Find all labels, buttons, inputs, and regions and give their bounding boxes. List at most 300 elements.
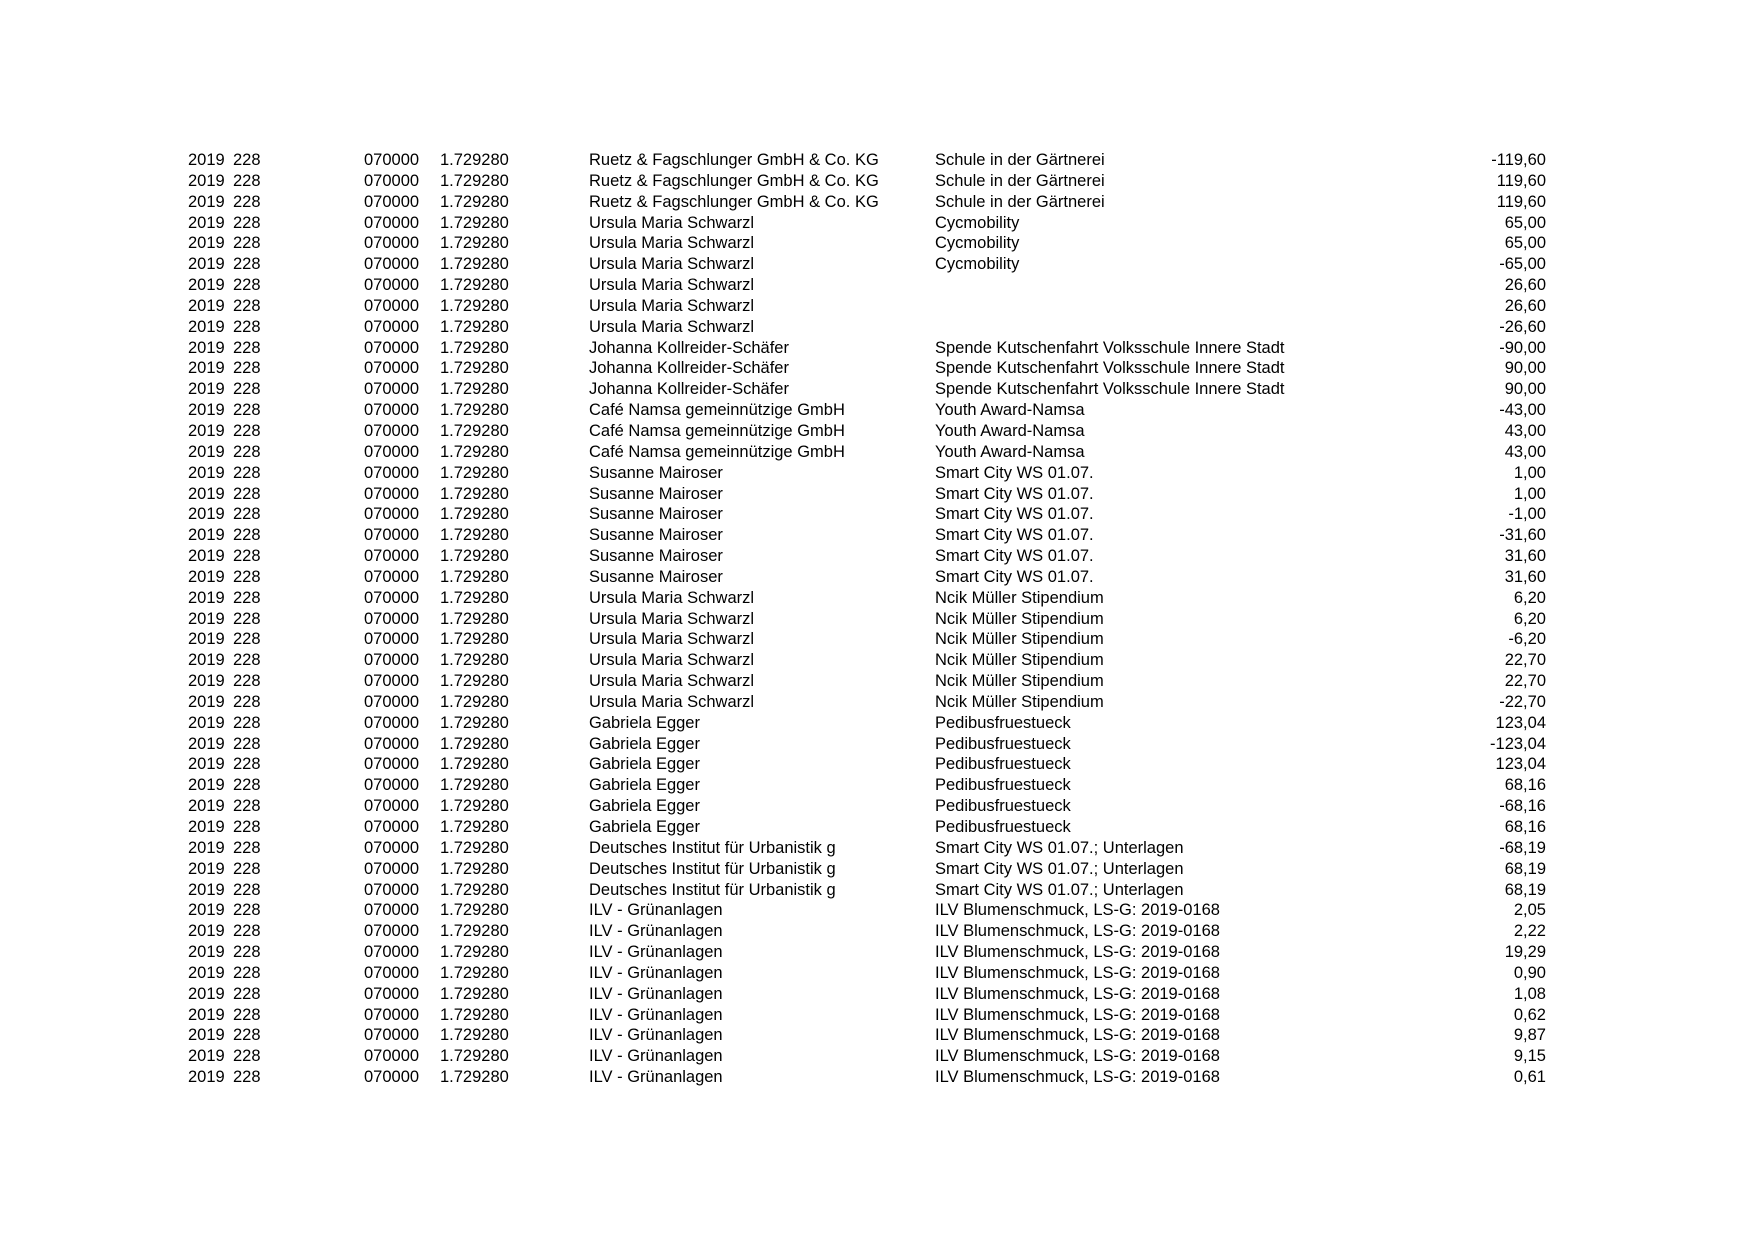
position-cell: 228 [233, 171, 261, 190]
reference-cell: 1.729280 [440, 296, 509, 315]
year-cell: 2019 [188, 213, 225, 232]
account-cell: 070000 [364, 880, 420, 899]
account-cell: 070000 [364, 380, 420, 399]
reference-cell: 1.729280 [440, 1068, 509, 1087]
year-cell: 2019 [188, 1068, 225, 1087]
account-cell: 070000 [364, 359, 420, 378]
position-cell: 228 [233, 609, 261, 628]
description-cell: Smart City WS 01.07. [935, 547, 1094, 566]
table-row [0, 213, 1754, 234]
year-cell: 2019 [188, 317, 225, 336]
year-cell: 2019 [188, 359, 225, 378]
amount-cell: -68,16 [1499, 797, 1546, 816]
account-cell: 070000 [364, 192, 420, 211]
description-cell: Ncik Müller Stipendium [935, 588, 1104, 607]
table-row [0, 838, 1754, 859]
amount-cell: -119,60 [1491, 151, 1546, 169]
recipient-cell: Gabriela Egger [589, 713, 700, 732]
position-cell: 228 [233, 255, 261, 274]
position-cell: 228 [233, 901, 261, 920]
reference-cell: 1.729280 [440, 442, 509, 461]
position-cell: 228 [233, 234, 261, 253]
account-cell: 070000 [364, 651, 420, 670]
table-row [0, 463, 1754, 484]
position-cell: 228 [233, 880, 261, 899]
recipient-cell: Ursula Maria Schwarzl [589, 630, 755, 649]
amount-cell: -43,00 [1499, 401, 1546, 420]
position-cell: 228 [233, 526, 261, 545]
table-row [0, 379, 1754, 400]
table-row [0, 963, 1754, 984]
year-cell: 2019 [188, 755, 225, 774]
amount-cell: 68,19 [1504, 859, 1546, 878]
description-cell: ILV Blumenschmuck, LS-G: 2019-0168 [935, 1068, 1220, 1087]
account-cell: 070000 [364, 797, 420, 816]
position-cell: 228 [233, 359, 261, 378]
account-cell: 070000 [364, 963, 420, 982]
description-cell: Schule in der Gärtnerei [935, 171, 1105, 190]
position-cell: 228 [233, 922, 261, 941]
amount-cell: 119,60 [1496, 171, 1546, 190]
reference-cell: 1.729280 [440, 192, 509, 211]
reference-cell: 1.729280 [440, 859, 509, 878]
position-cell: 228 [233, 818, 261, 836]
reference-cell: 1.729280 [440, 567, 509, 586]
recipient-cell: Ruetz & Fagschlunger GmbH & Co. KG [589, 192, 879, 211]
recipient-cell: Gabriela Egger [589, 776, 700, 795]
recipient-cell: Ruetz & Fagschlunger GmbH & Co. KG [589, 171, 879, 190]
description-cell: Spende Kutschenfahrt Volksschule Innere Stadt [935, 359, 1285, 378]
amount-cell: 0,90 [1513, 963, 1546, 982]
year-cell: 2019 [188, 880, 225, 899]
position-cell: 228 [233, 296, 261, 315]
amount-cell: 22,70 [1504, 651, 1546, 670]
account-cell: 070000 [364, 234, 420, 253]
year-cell: 2019 [188, 338, 225, 357]
description-cell: Pedibusfruestueck [935, 776, 1071, 795]
account-cell: 070000 [364, 922, 420, 941]
position-cell: 228 [233, 838, 261, 857]
account-cell: 070000 [364, 547, 420, 566]
account-cell: 070000 [364, 213, 420, 232]
reference-cell: 1.729280 [440, 547, 509, 566]
amount-cell: -6,20 [1508, 630, 1546, 649]
position-cell: 228 [233, 713, 261, 732]
recipient-cell: Ursula Maria Schwarzl [589, 234, 755, 253]
table-row [0, 942, 1754, 963]
position-cell: 228 [233, 484, 261, 503]
account-cell: 070000 [364, 630, 420, 649]
description-cell: Pedibusfruestueck [935, 818, 1071, 836]
recipient-cell: Gabriela Egger [589, 734, 700, 753]
recipient-cell: Gabriela Egger [589, 818, 700, 836]
description-cell: Ncik Müller Stipendium [935, 609, 1104, 628]
position-cell: 228 [233, 651, 261, 670]
position-cell: 228 [233, 984, 261, 1003]
description-cell: ILV Blumenschmuck, LS-G: 2019-0168 [935, 1005, 1220, 1024]
recipient-cell: Ursula Maria Schwarzl [589, 255, 755, 274]
recipient-cell: ILV - Grünanlagen [589, 963, 723, 982]
account-cell: 070000 [364, 255, 420, 274]
account-cell: 070000 [364, 151, 420, 169]
amount-cell: 9,15 [1513, 1047, 1546, 1066]
table-row [0, 775, 1754, 796]
amount-cell: 19,29 [1504, 943, 1546, 962]
reference-cell: 1.729280 [440, 984, 509, 1003]
account-cell: 070000 [364, 1047, 420, 1066]
description-cell: Smart City WS 01.07. [935, 463, 1094, 482]
description-cell: ILV Blumenschmuck, LS-G: 2019-0168 [935, 963, 1220, 982]
position-cell: 228 [233, 963, 261, 982]
table-row [0, 1046, 1754, 1067]
position-cell: 228 [233, 380, 261, 399]
description-cell: Smart City WS 01.07. [935, 567, 1094, 586]
year-cell: 2019 [188, 797, 225, 816]
table-row [0, 1067, 1754, 1088]
table-row [0, 609, 1754, 630]
reference-cell: 1.729280 [440, 797, 509, 816]
account-cell: 070000 [364, 588, 420, 607]
table-row [0, 504, 1754, 525]
position-cell: 228 [233, 630, 261, 649]
recipient-cell: Ursula Maria Schwarzl [589, 213, 755, 232]
position-cell: 228 [233, 588, 261, 607]
year-cell: 2019 [188, 255, 225, 274]
recipient-cell: Gabriela Egger [589, 797, 700, 816]
year-cell: 2019 [188, 547, 225, 566]
year-cell: 2019 [188, 838, 225, 857]
table-row [0, 192, 1754, 213]
recipient-cell: Susanne Mairoser [589, 463, 723, 482]
amount-cell: -31,60 [1499, 526, 1546, 545]
recipient-cell: Ursula Maria Schwarzl [589, 692, 755, 711]
year-cell: 2019 [188, 588, 225, 607]
account-cell: 070000 [364, 505, 420, 524]
amount-cell: 43,00 [1504, 442, 1546, 461]
amount-cell: 22,70 [1504, 672, 1546, 691]
amount-cell: 90,00 [1504, 380, 1546, 399]
reference-cell: 1.729280 [440, 943, 509, 962]
account-cell: 070000 [364, 755, 420, 774]
year-cell: 2019 [188, 776, 225, 795]
description-cell: Smart City WS 01.07.; Unterlagen [935, 838, 1184, 857]
year-cell: 2019 [188, 171, 225, 190]
year-cell: 2019 [188, 672, 225, 691]
position-cell: 228 [233, 755, 261, 774]
recipient-cell: Ursula Maria Schwarzl [589, 588, 755, 607]
position-cell: 228 [233, 421, 261, 440]
recipient-cell: Johanna Kollreider-Schäfer [589, 359, 789, 378]
amount-cell: 26,60 [1504, 296, 1546, 315]
account-cell: 070000 [364, 526, 420, 545]
amount-cell: 6,20 [1513, 609, 1546, 628]
year-cell: 2019 [188, 922, 225, 941]
recipient-cell: ILV - Grünanlagen [589, 1005, 723, 1024]
year-cell: 2019 [188, 276, 225, 295]
description-cell: Youth Award-Namsa [935, 442, 1085, 461]
recipient-cell: Deutsches Institut für Urbanistik g [589, 859, 836, 878]
table-row [0, 1005, 1754, 1026]
account-cell: 070000 [364, 692, 420, 711]
table-row [0, 275, 1754, 296]
account-cell: 070000 [364, 859, 420, 878]
reference-cell: 1.729280 [440, 901, 509, 920]
reference-cell: 1.729280 [440, 734, 509, 753]
amount-cell: 31,60 [1504, 567, 1546, 586]
position-cell: 228 [233, 1068, 261, 1087]
recipient-cell: Ursula Maria Schwarzl [589, 609, 755, 628]
description-cell: Ncik Müller Stipendium [935, 692, 1104, 711]
recipient-cell: Café Namsa gemeinnützige GmbH [589, 421, 845, 440]
recipient-cell: ILV - Grünanlagen [589, 943, 723, 962]
amount-cell: 2,22 [1513, 922, 1546, 941]
position-cell: 228 [233, 276, 261, 295]
description-cell: Smart City WS 01.07.; Unterlagen [935, 859, 1184, 878]
account-cell: 070000 [364, 276, 420, 295]
amount-cell: -123,04 [1490, 734, 1546, 753]
amount-cell: 123,04 [1495, 755, 1546, 774]
reference-cell: 1.729280 [440, 755, 509, 774]
year-cell: 2019 [188, 818, 225, 836]
reference-cell: 1.729280 [440, 1005, 509, 1024]
description-cell: Cycmobility [935, 255, 1020, 274]
account-cell: 070000 [364, 317, 420, 336]
account-cell: 070000 [364, 1068, 420, 1087]
table-row [0, 859, 1754, 880]
recipient-cell: Ursula Maria Schwarzl [589, 296, 755, 315]
year-cell: 2019 [188, 901, 225, 920]
year-cell: 2019 [188, 734, 225, 753]
description-cell: Youth Award-Namsa [935, 401, 1085, 420]
reference-cell: 1.729280 [440, 1047, 509, 1066]
recipient-cell: Susanne Mairoser [589, 547, 723, 566]
recipient-cell: Gabriela Egger [589, 755, 700, 774]
reference-cell: 1.729280 [440, 818, 509, 836]
reference-cell: 1.729280 [440, 713, 509, 732]
year-cell: 2019 [188, 463, 225, 482]
amount-cell: 0,61 [1513, 1068, 1546, 1087]
amount-cell: -22,70 [1499, 692, 1546, 711]
reference-cell: 1.729280 [440, 838, 509, 857]
reference-cell: 1.729280 [440, 463, 509, 482]
amount-cell: -26,60 [1499, 317, 1546, 336]
recipient-cell: Susanne Mairoser [589, 505, 723, 524]
recipient-cell: Susanne Mairoser [589, 484, 723, 503]
year-cell: 2019 [188, 567, 225, 586]
table-row [0, 567, 1754, 588]
position-cell: 228 [233, 442, 261, 461]
reference-cell: 1.729280 [440, 401, 509, 420]
year-cell: 2019 [188, 1005, 225, 1024]
account-cell: 070000 [364, 296, 420, 315]
table-row [0, 171, 1754, 192]
description-cell: Ncik Müller Stipendium [935, 630, 1104, 649]
year-cell: 2019 [188, 484, 225, 503]
amount-cell: 123,04 [1495, 713, 1546, 732]
account-cell: 070000 [364, 484, 420, 503]
recipient-cell: ILV - Grünanlagen [589, 1026, 723, 1045]
description-cell: Spende Kutschenfahrt Volksschule Innere Stadt [935, 380, 1285, 399]
table-row [0, 338, 1754, 359]
year-cell: 2019 [188, 963, 225, 982]
account-cell: 070000 [364, 609, 420, 628]
position-cell: 228 [233, 338, 261, 357]
year-cell: 2019 [188, 630, 225, 649]
year-cell: 2019 [188, 192, 225, 211]
table-row [0, 629, 1754, 650]
year-cell: 2019 [188, 526, 225, 545]
account-cell: 070000 [364, 943, 420, 962]
reference-cell: 1.729280 [440, 505, 509, 524]
table-row [0, 713, 1754, 734]
amount-cell: 2,05 [1513, 901, 1546, 920]
reference-cell: 1.729280 [440, 151, 509, 169]
table-row [0, 1025, 1754, 1046]
table-row [0, 880, 1754, 901]
reference-cell: 1.729280 [440, 234, 509, 253]
table-row [0, 358, 1754, 379]
account-cell: 070000 [364, 1026, 420, 1045]
position-cell: 228 [233, 567, 261, 586]
description-cell: ILV Blumenschmuck, LS-G: 2019-0168 [935, 984, 1220, 1003]
year-cell: 2019 [188, 1026, 225, 1045]
year-cell: 2019 [188, 692, 225, 711]
description-cell: Smart City WS 01.07. [935, 484, 1094, 503]
description-cell: Smart City WS 01.07. [935, 505, 1094, 524]
account-cell: 070000 [364, 713, 420, 732]
position-cell: 228 [233, 734, 261, 753]
description-cell: Pedibusfruestueck [935, 755, 1071, 774]
reference-cell: 1.729280 [440, 317, 509, 336]
reference-cell: 1.729280 [440, 630, 509, 649]
description-cell: ILV Blumenschmuck, LS-G: 2019-0168 [935, 943, 1220, 962]
reference-cell: 1.729280 [440, 672, 509, 691]
reference-cell: 1.729280 [440, 171, 509, 190]
reference-cell: 1.729280 [440, 380, 509, 399]
account-cell: 070000 [364, 171, 420, 190]
amount-cell: 43,00 [1504, 421, 1546, 440]
reference-cell: 1.729280 [440, 276, 509, 295]
amount-cell: 68,16 [1504, 776, 1546, 795]
amount-cell: 31,60 [1504, 547, 1546, 566]
description-cell: Ncik Müller Stipendium [935, 672, 1104, 691]
table-row [0, 734, 1754, 755]
account-cell: 070000 [364, 984, 420, 1003]
description-cell: ILV Blumenschmuck, LS-G: 2019-0168 [935, 1047, 1220, 1066]
table-row [0, 754, 1754, 775]
year-cell: 2019 [188, 943, 225, 962]
recipient-cell: Johanna Kollreider-Schäfer [589, 338, 789, 357]
table-row [0, 650, 1754, 671]
amount-cell: -1,00 [1508, 505, 1546, 524]
amount-cell: 26,60 [1504, 276, 1546, 295]
amount-cell: 90,00 [1504, 359, 1546, 378]
table-row [0, 484, 1754, 505]
recipient-cell: Susanne Mairoser [589, 567, 723, 586]
reference-cell: 1.729280 [440, 421, 509, 440]
reference-cell: 1.729280 [440, 338, 509, 357]
year-cell: 2019 [188, 421, 225, 440]
description-cell: Pedibusfruestueck [935, 797, 1071, 816]
recipient-cell: Café Namsa gemeinnützige GmbH [589, 401, 845, 420]
recipient-cell: Café Namsa gemeinnützige GmbH [589, 442, 845, 461]
reference-cell: 1.729280 [440, 963, 509, 982]
year-cell: 2019 [188, 651, 225, 670]
description-cell: Youth Award-Namsa [935, 421, 1085, 440]
table-row [0, 296, 1754, 317]
recipient-cell: ILV - Grünanlagen [589, 984, 723, 1003]
account-cell: 070000 [364, 838, 420, 857]
recipient-cell: Ursula Maria Schwarzl [589, 317, 755, 336]
account-cell: 070000 [364, 401, 420, 420]
position-cell: 228 [233, 463, 261, 482]
table-row [0, 546, 1754, 567]
position-cell: 228 [233, 692, 261, 711]
position-cell: 228 [233, 401, 261, 420]
table-row [0, 421, 1754, 442]
account-cell: 070000 [364, 338, 420, 357]
table-row [0, 400, 1754, 421]
table-row [0, 900, 1754, 921]
table-row [0, 984, 1754, 1005]
recipient-cell: ILV - Grünanlagen [589, 901, 723, 920]
description-cell: ILV Blumenschmuck, LS-G: 2019-0168 [935, 901, 1220, 920]
table-row [0, 817, 1754, 838]
description-cell: Pedibusfruestueck [935, 734, 1071, 753]
amount-cell: 65,00 [1504, 234, 1546, 253]
year-cell: 2019 [188, 234, 225, 253]
year-cell: 2019 [188, 1047, 225, 1066]
recipient-cell: Johanna Kollreider-Schäfer [589, 380, 789, 399]
position-cell: 228 [233, 151, 261, 169]
amount-cell: 1,00 [1513, 463, 1546, 482]
position-cell: 228 [233, 1026, 261, 1045]
year-cell: 2019 [188, 151, 225, 169]
description-cell: Smart City WS 01.07.; Unterlagen [935, 880, 1184, 899]
recipient-cell: Deutsches Institut für Urbanistik g [589, 880, 836, 899]
description-cell: ILV Blumenschmuck, LS-G: 2019-0168 [935, 922, 1220, 941]
table-row [0, 233, 1754, 254]
account-cell: 070000 [364, 734, 420, 753]
reference-cell: 1.729280 [440, 1026, 509, 1045]
year-cell: 2019 [188, 380, 225, 399]
reference-cell: 1.729280 [440, 880, 509, 899]
table-row [0, 692, 1754, 713]
year-cell: 2019 [188, 609, 225, 628]
recipient-cell: Ursula Maria Schwarzl [589, 672, 755, 691]
account-cell: 070000 [364, 901, 420, 920]
position-cell: 228 [233, 943, 261, 962]
description-cell: ILV Blumenschmuck, LS-G: 2019-0168 [935, 1026, 1220, 1045]
description-cell: Schule in der Gärtnerei [935, 192, 1105, 211]
position-cell: 228 [233, 213, 261, 232]
year-cell: 2019 [188, 401, 225, 420]
account-cell: 070000 [364, 442, 420, 461]
account-cell: 070000 [364, 421, 420, 440]
reference-cell: 1.729280 [440, 526, 509, 545]
amount-cell: -65,00 [1499, 255, 1546, 274]
description-cell: Ncik Müller Stipendium [935, 651, 1104, 670]
year-cell: 2019 [188, 505, 225, 524]
table-row [0, 796, 1754, 817]
recipient-cell: Ursula Maria Schwarzl [589, 651, 755, 670]
recipient-cell: Ursula Maria Schwarzl [589, 276, 755, 295]
account-cell: 070000 [364, 567, 420, 586]
reference-cell: 1.729280 [440, 609, 509, 628]
position-cell: 228 [233, 547, 261, 566]
reference-cell: 1.729280 [440, 922, 509, 941]
table-row [0, 671, 1754, 692]
